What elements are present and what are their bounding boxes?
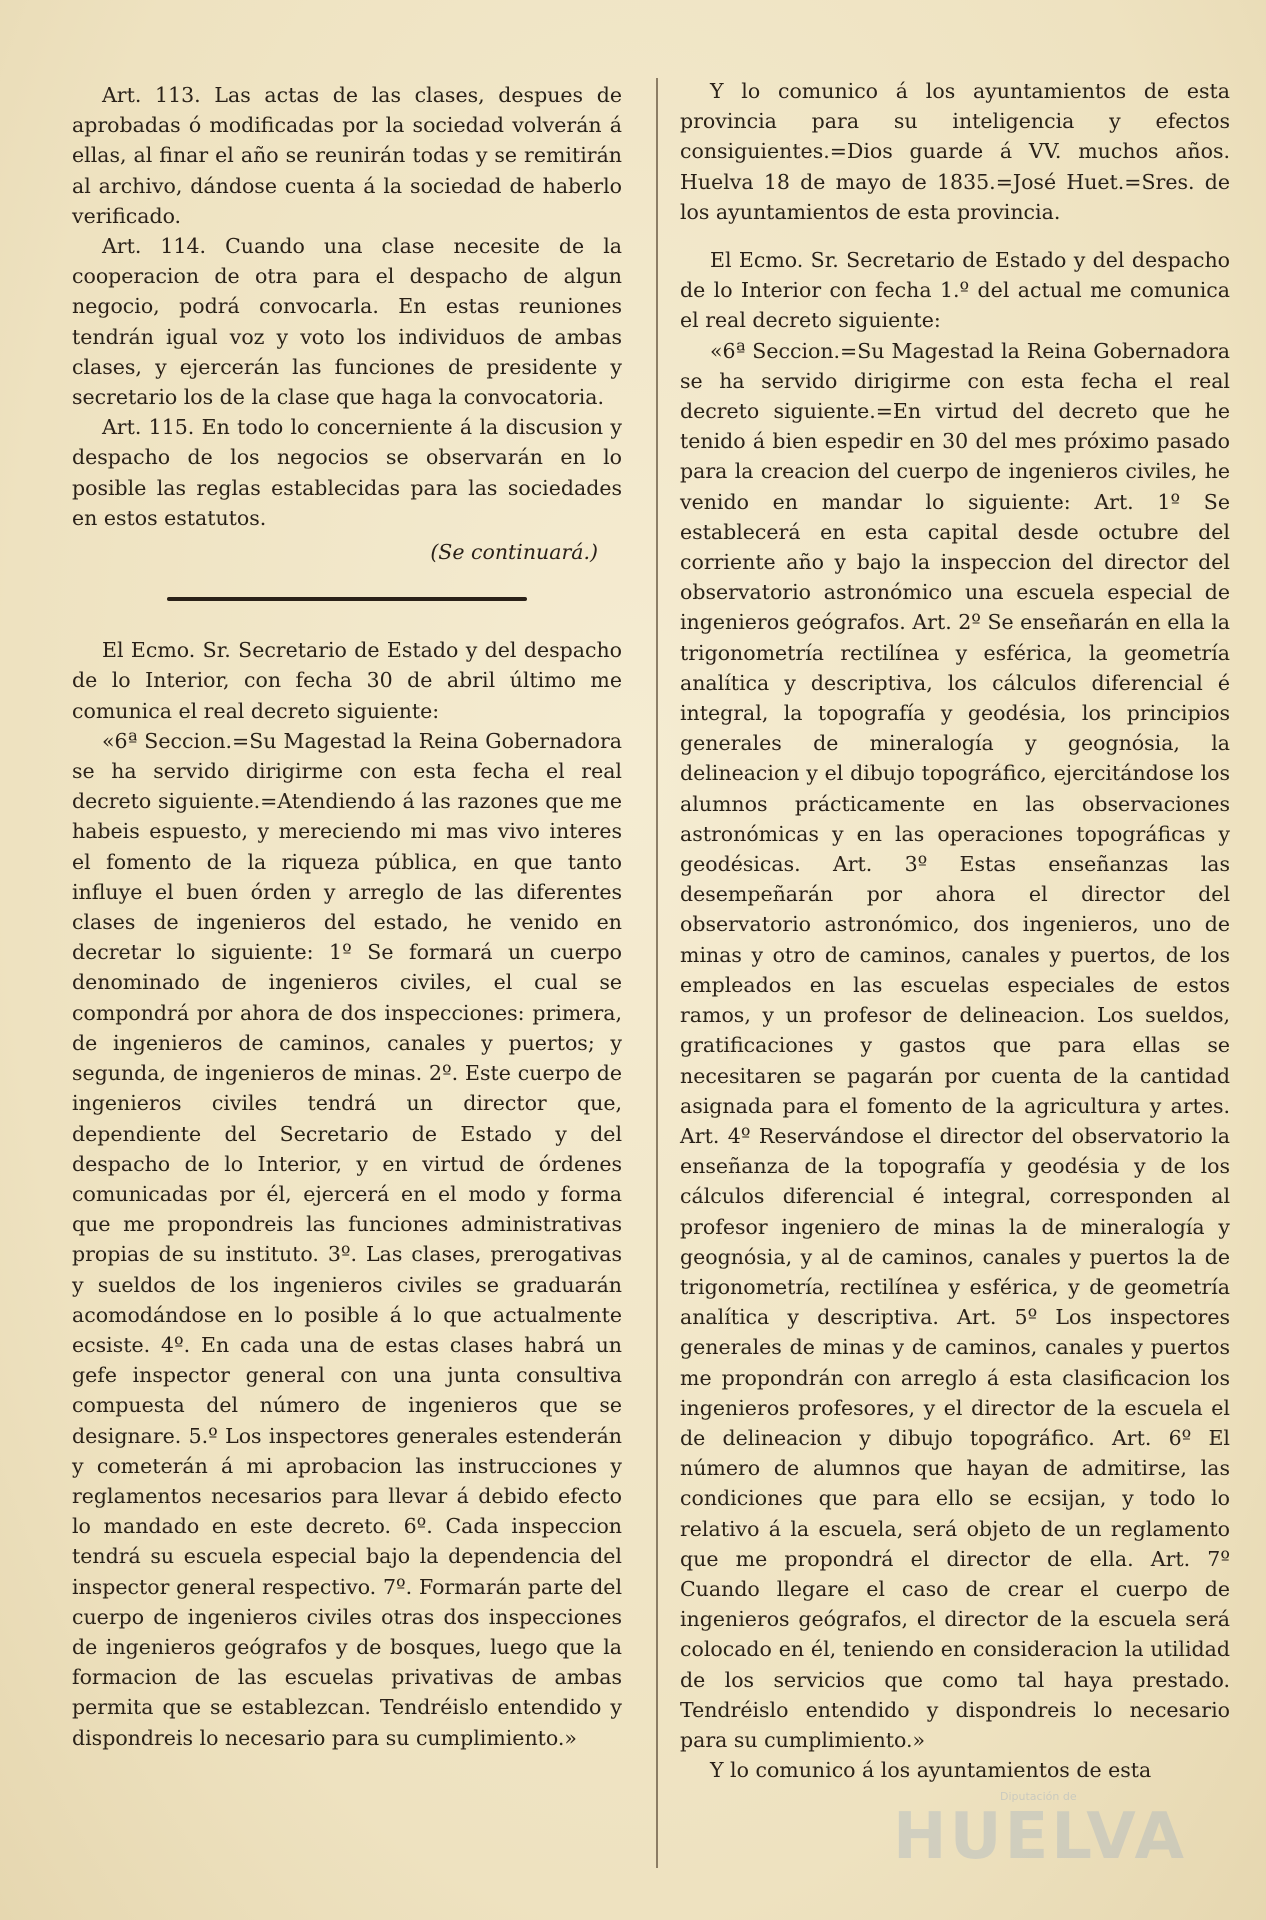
closing-paragraph-2: Y lo comunico á los ayuntamientos de esta	[710, 1758, 1152, 1783]
section-separator	[167, 597, 527, 601]
decree2-intro: El Ecmo. Sr. Secretario de Estado y del despacho de lo Interior con fecha 1.º del actual me comunica el real decreto siguiente:	[680, 248, 1230, 333]
continuation-note: (Se continuará.)	[430, 540, 598, 565]
article-113: Art. 113. Las actas de las clases, despues de aprobadas ó modificadas por la sociedad volverán á ellas, al finar el año se reunirán todas y se remitirán al archivo, dándose cuenta á la sociedad de haberlo verificado.	[72, 83, 622, 228]
right-column	[680, 76, 1230, 1785]
decree-intro: El Ecmo. Sr. Secretario de Estado y del despacho de lo Interior, con fecha 30 de abril último me comunica el real decreto siguiente:	[72, 638, 622, 723]
article-115: Art. 115. En todo lo concerniente á la discusion y despacho de los negocios se observarán en lo posible las reglas establecidas para las sociedades en estos estatutos.	[72, 415, 622, 530]
decree-body: «6ª Seccion.=Su Magestad la Reina Gobernadora se ha servido dirigirme con esta fecha el real decreto siguiente.=Atendiendo á las razones que me habeis espuesto, y mereciendo mi mas vivo interes el fomento de la riqueza pública, en que tanto influye el buen órden y arreglo de las diferentes clases de ingenieros del estado, he venido en decretar lo siguiente: 1º Se formará un cuerpo denominado de ingenieros civiles, el cual se compondrá por ahora de dos inspecciones: primera, de ingenieros de caminos, canales y puertos; y segunda, de ingenieros de minas. 2º. Este cuerpo de ingenieros civiles tendrá un director que, dependiente del Secretario de Estado y del despacho de lo Interior, y en virtud de órdenes comunicadas por él, ejercerá en el modo y forma que me propondreis las funciones administrativas propias de su instituto. 3º. Las clases, prerogativas y sueldos de los ingenieros civiles se graduarán acomodándose en lo posible á lo que actualmente ecsiste. 4º. En cada una de estas clases habrá un gefe inspector general con una junta consultiva compuesta del número de ingenieros que se designare. 5.º Los inspectores generales estenderán y cometerán á mi aprobacion las instrucciones y reglamentos necesarios para llevar á debido efecto lo mandado en este decreto. 6º. Cada inspeccion tendrá su escuela especial bajo la dependencia del inspector general respectivo. 7º. Formarán parte del cuerpo de ingenieros civiles otras dos inspecciones de ingenieros geógrafos y de bosques, luego que la formacion de las escuelas privativas de ambas permita que se establezcan. Tendréislo entendido y dispondreis lo necesario para su cumplimiento.»	[72, 728, 622, 1750]
left-column	[72, 80, 622, 1753]
watermark-logo: HUELVA	[893, 1800, 1187, 1874]
column-divider	[656, 78, 658, 1868]
watermark-subtext: Diputación de	[1000, 1790, 1077, 1803]
decree2-body: «6ª Seccion.=Su Magestad la Reina Gobernadora se ha servido dirigirme con esta fecha el real decreto siguiente.=En virtud del decreto que he tenido á bien espedir en 30 del mes próximo pasado para la creacion del cuerpo de ingenieros civiles, he venido en mandar lo siguiente: Art. 1º Se establecerá en esta capital desde octubre del corriente año y bajo la inspeccion del director del observatorio astronómico una escuela especial de ingenieros geógrafos. Art. 2º Se enseñarán en ella la trigonometría rectilínea y esférica, la geometría analítica y descriptiva, los cálculos diferencial é integral, la topografía y geodésia, los principios generales de mineralogía y geognósia, la delineacion y el dibujo topográfico, ejercitándose los alumnos prácticamente en las observaciones astronómicas y en las operaciones topográficas y geodésicas. Art. 3º Estas enseñanzas las desempeñarán por ahora el director del observatorio astronómico, dos ingenieros, uno de minas y otro de caminos, canales y puertos, de los empleados en las escuelas especiales de estos ramos, y un profesor de delineacion. Los sueldos, gratificaciones y gastos que para ellas se necesitaren se pagarán por cuenta de la cantidad asignada para el fomento de la agricultura y artes. Art. 4º Reservándose el director del observatorio la enseñanza de la topografía y geodésia y de los cálculos diferencial é integral, corresponden al profesor ingeniero de minas la de mineralogía y geognósia, y al de caminos, canales y puertos la de trigonometría, rectilínea y esférica, y de geometría analítica y descriptiva. Art. 5º Los inspectores generales de minas y de caminos, canales y puertos me propondrán con arreglo á esta clasificacion los ingenieros profesores, y el director de la escuela el de delineacion y dibujo topográfico. Art. 6º El número de alumnos que hayan de admitirse, las condiciones que para ello se ecsijan, y todo lo relativo á la escuela, será objeto de un reglamento que me propondrá el director de ella. Art. 7º Cuando llegare el caso de crear el cuerpo de ingenieros geógrafos, el director de la escuela será colocado en él, teniendo en consideracion la utilidad de los servicios que como tal haya prestado. Tendréislo entendido y dispondreis lo necesario para su cumplimiento.»	[680, 338, 1230, 1752]
closing-paragraph: Y lo comunico á los ayuntamientos de esta provincia para su inteligencia y efectos consiguientes.=Dios guarde á VV. muchos años. Huelva 18 de mayo de 1835.=José Huet.=Sres. de los ayuntamientos de esta provincia.	[680, 79, 1230, 224]
article-114: Art. 114. Cuando una clase necesite de la cooperacion de otra para el despacho de algun negocio, podrá convocarla. En estas reuniones tendrán igual voz y voto los individuos de ambas clases, y ejercerán las funciones de presidente y secretario los de la clase que haga la convocatoria.	[72, 234, 622, 410]
